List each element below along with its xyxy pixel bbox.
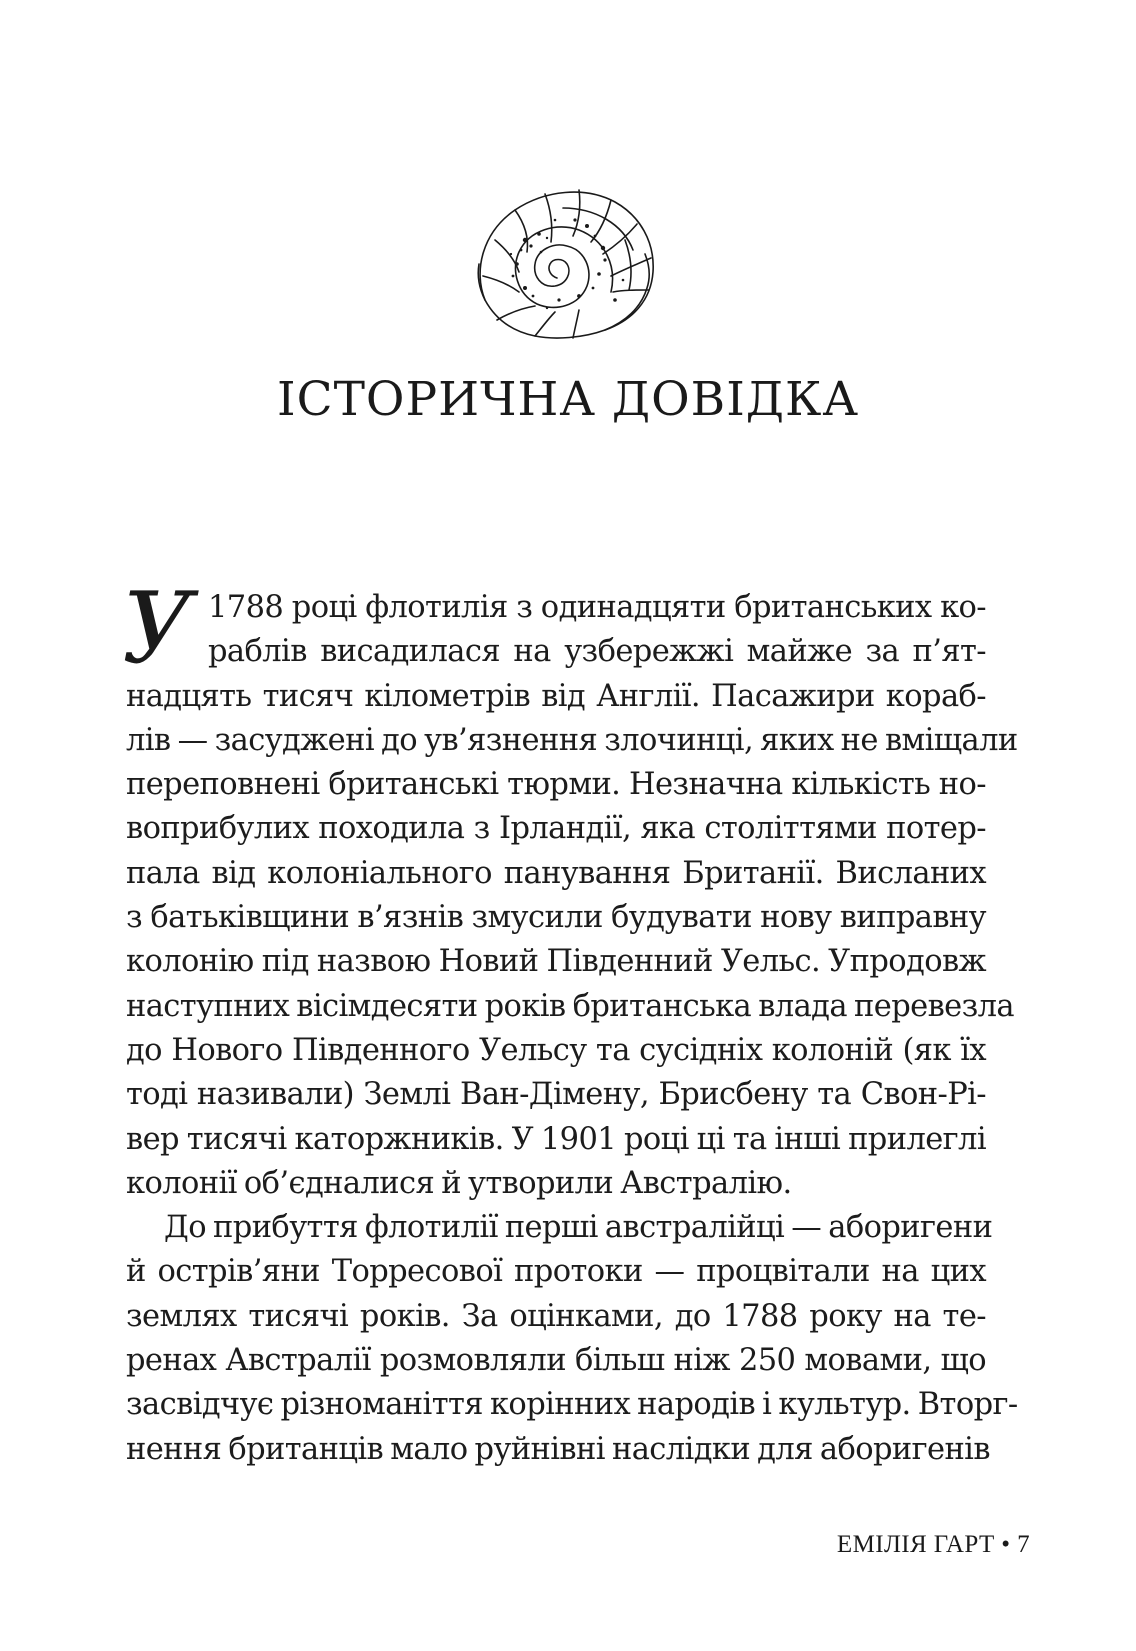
text-line: засвідчує різноманіття корінних народів і культур. Вторг- <box>126 1387 1018 1423</box>
svg-text:У: У <box>122 582 193 670</box>
body-text <box>126 586 1018 1472</box>
text-line: воприбулих походила з Ірландії, яка століттями потер- <box>126 811 986 847</box>
text-line: нення британців мало руйнівні наслідки для аборигенів <box>126 1431 990 1467</box>
text-line: з батьківщини в’язнів змусили будувати нову виправну <box>126 900 986 936</box>
text-line: надцять тисяч кілометрів від Англії. Пасажири кораб- <box>126 678 986 714</box>
text-line: землях тисячі років. За оцінками, до 1788 року на те- <box>126 1298 986 1334</box>
seashell-illustration <box>455 180 670 355</box>
text-line: тоді називали) Землі Ван-Дімену, Брисбену та Свон-Рі- <box>126 1077 986 1113</box>
text-line: ренах Австралії розмовляли більш ніж 250 мовами, що <box>126 1343 986 1379</box>
text-line: до Нового Південного Уельсу та сусідніх колоній (як їх <box>126 1032 986 1068</box>
text-line: переповнені британські тюрми. Незначна кількість но- <box>126 767 986 803</box>
page-number: 7 <box>1017 1531 1030 1558</box>
footer-separator: • <box>1001 1531 1011 1558</box>
chapter-title: ІСТОРИЧНА ДОВІДКА <box>277 372 859 427</box>
text-line: колонії об’єдналися й утворили Австралію. <box>126 1165 792 1201</box>
text-line: й острів’яни Торресової протоки — процвітали на цих <box>126 1254 986 1290</box>
text-line: пала від колоніального панування Британії. Висланих <box>126 855 986 891</box>
footer-author: ЕМІЛІЯ ГАРТ <box>836 1531 995 1558</box>
text-line: вер тисячі каторжників. У 1901 році ці та інші прилеглі <box>126 1121 986 1157</box>
text-line: колонію під назвою Новий Південний Уельс. Упродовж <box>126 944 986 980</box>
text-line: 1788 році флотилія з одинадцяти британських ко- <box>208 590 986 625</box>
text-line: раблів висадилася на узбережжі майже за п’ят- <box>208 634 986 670</box>
text-line: лів — засуджені до ув’язнення злочинці, яких не вміщали <box>126 722 1018 758</box>
running-footer <box>837 1531 1030 1559</box>
text-line: наступних вісімдесяти років британська влада перевезла <box>126 988 1014 1024</box>
text-line: До прибуття флотилії перші австралійці — аборигени <box>164 1210 993 1246</box>
